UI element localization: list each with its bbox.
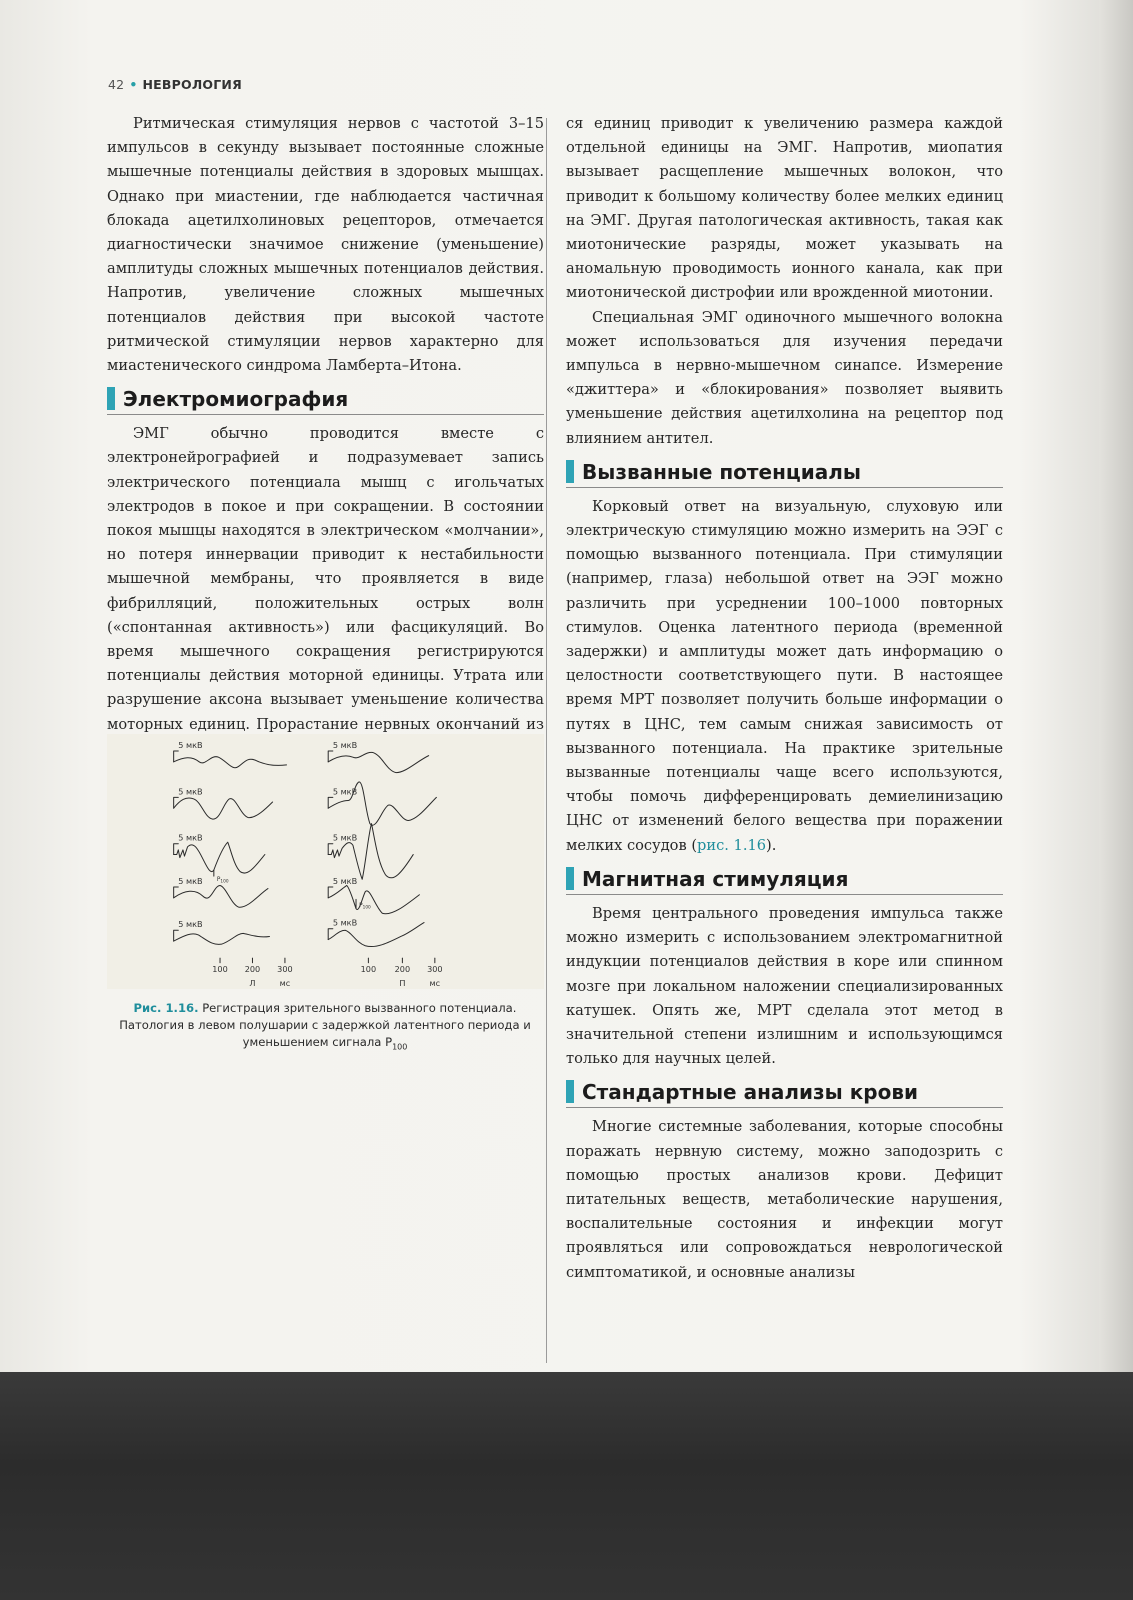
left-column [107, 112, 544, 761]
right-tick-label-200: 200 [394, 964, 411, 974]
left-trace-3 [174, 842, 265, 873]
left-scale-label-5: 5 мкВ [178, 919, 203, 930]
evoked-potentials-text: Корковый ответ на визуальную, слуховую или электрическую стимуляцию можно измерить на ЭЭГ с помощью вызванного потенциала. При стимуляции (например, глаза) небольшой ответ на ЭЭГ можно различить при усреднении 100–1000 повторных стимулов. Оценка латентного периода (временной задержки) и амплитуды может дать информацию о целостности соответствующего пути. В настоящее время МРТ позволяет получить больше информации о путях в ЦНС, тем самым снижая зависимость от вызванного потенциала. На практике зрительные вызванные потенциалы чаще всего используются, чтобы помочь дифференцировать демиелинизацию ЦНС от изменений белого вещества при поражении мелких сосудов ( [566, 497, 1003, 854]
page-edge-shadow [1099, 0, 1133, 1380]
bullet-separator: • [129, 77, 138, 92]
heading-blood-tests: Стандартные анализы крови [566, 1077, 1003, 1108]
scanner-bottom-band [0, 1372, 1133, 1600]
left-scale-label-3: 5 мкВ [178, 832, 203, 843]
paragraph-single-fiber-emg: Специальная ЭМГ одиночного мышечного волокна может использоваться для изучения передачи импульса в нервно-мышечном синапсе. Измерение «джиттера» и «блокирования» позволяет выявить уменьшение действия ацетилхолина на рецептор под влиянием антител. [566, 308, 1003, 447]
running-head-title: НЕВРОЛОГИЯ [142, 77, 242, 92]
left-tick-label-100: 100 [212, 964, 228, 974]
left-scale-label-2: 5 мкВ [178, 786, 203, 797]
running-head [108, 77, 242, 92]
right-scale-label-2: 5 мкВ [332, 786, 358, 797]
left-trace-1 [174, 757, 287, 768]
left-tick-label-300: 300 [277, 964, 293, 974]
right-tick-label-300: 300 [427, 964, 443, 974]
right-p100-label: $P_{100}$ [359, 903, 371, 911]
left-scale-label-1: 5 мкВ [178, 739, 203, 750]
caption-subscript: 100 [392, 1042, 408, 1052]
left-trace-5 [174, 933, 270, 944]
evoked-potentials-end: ). [766, 836, 777, 854]
column-divider [546, 118, 547, 1363]
heading-magnetic-stimulation: Магнитная стимуляция [566, 864, 1003, 895]
left-tick-label-200: 200 [244, 964, 261, 974]
right-side-label: П [399, 977, 406, 988]
caption-text: Регистрация зрительного вызванного потенциала. Патология в левом полушарии с задержкой латентного периода и уменьшением сигнала P [119, 1001, 531, 1049]
left-trace-2 [174, 798, 273, 819]
vep-traces [107, 734, 544, 989]
left-scale-label-4: 5 мкВ [178, 875, 203, 886]
caption-label: Рис. 1.16. [133, 1001, 199, 1015]
paragraph-emg-continued: ся единиц приводит к увеличению размера каждой отдельной единицы на ЭМГ. Напротив, миопатия вызывает расщепление мышечных волокон, что приводит к большому количеству более мелких единиц на ЭМГ. Другая патологическая активность, такая как миотонические разряды, может указывать на аномальную проводимость ионного канала, как при миотонической дистрофии или врожденной миотонии. [566, 115, 1003, 302]
right-scale-label-4: 5 мкВ [332, 875, 358, 886]
right-scale-label-5: 5 мкВ [332, 917, 358, 928]
paragraph-magnetic-stimulation: Время центрального проведения импульса также можно измерить с использованием электромагнитной индукции потенциалов действия в коре или спинном мозге при локальном наложении специализированных катушек. Опять же, МРТ сделала этот метод в значительной степени излишним и использующимся только для научных целей. [566, 904, 1003, 1068]
right-trace-4 [328, 885, 419, 913]
figure-reference-link[interactable]: рис. 1.16 [697, 836, 767, 854]
left-side-label: Л [249, 977, 256, 988]
right-column [566, 112, 1003, 1285]
figure-visual-evoked-potential [107, 734, 544, 989]
heading-evoked-potentials: Вызванные потенциалы [566, 457, 1003, 488]
right-tick-label-100: 100 [360, 964, 377, 974]
left-p100-label: $P_{100}$ [216, 876, 229, 885]
right-scale-label-3: 5 мкВ [332, 832, 358, 843]
right-unit-label: мс [429, 977, 441, 988]
right-scale-label-1: 5 мкВ [332, 739, 358, 750]
page-number: 42 [108, 77, 125, 92]
paragraph-evoked-potentials [566, 495, 1003, 858]
figure-caption [110, 1000, 540, 1055]
paragraph-rhythmic-stimulation: Ритмическая стимуляция нервов с частотой 3–15 импульсов в секунду вызывает постоянные сложные мышечные потенциалы действия в здоровых мышцах. Однако при миастении, где наблюдается частичная блокада ацетилхолиновых рецепторов, отмечается диагностически значимое снижение (уменьшение) амплитуды сложных мышечных потенциалов действия. Напротив, увеличение сложных мышечных потенциалов действия при высокой частоте ритмической стимуляции нервов характерно для миастенического синдрома Ламберта–Итона. [107, 115, 544, 375]
heading-electromyography: Электромиография [107, 384, 544, 415]
left-trace-4 [174, 885, 268, 907]
right-trace-1 [328, 752, 428, 772]
left-unit-label: мс [279, 977, 291, 988]
paragraph-blood-tests: Многие системные заболевания, которые способны поражать нервную систему, можно заподозрить с помощью простых анализов крови. Дефицит питательных веществ, метаболические нарушения, воспалительные состояния и инфекции могут проявляться или сопровождаться неврологической симптоматикой, и основные анализы [566, 1118, 1003, 1281]
paragraph-emg: ЭМГ обычно проводится вместе с электронейрографией и подразумевает запись электрического потенциала мышц с игольчатых электродов в покое и при сокращении. В состоянии покоя мышцы находятся в электрическом «молчании», но потеря иннервации приводит к нестабильности мышечной мембраны, что проявляется в виде фибрилляций, положительных острых волн («спонтанная активность») или фасцикуляций. Во время мышечного сокращения регистрируются потенциалы действия моторной единицы. Утрата или разрушение аксона вызывает уменьшение количества моторных единиц. Прорастание нервных окончаний из [107, 425, 544, 733]
